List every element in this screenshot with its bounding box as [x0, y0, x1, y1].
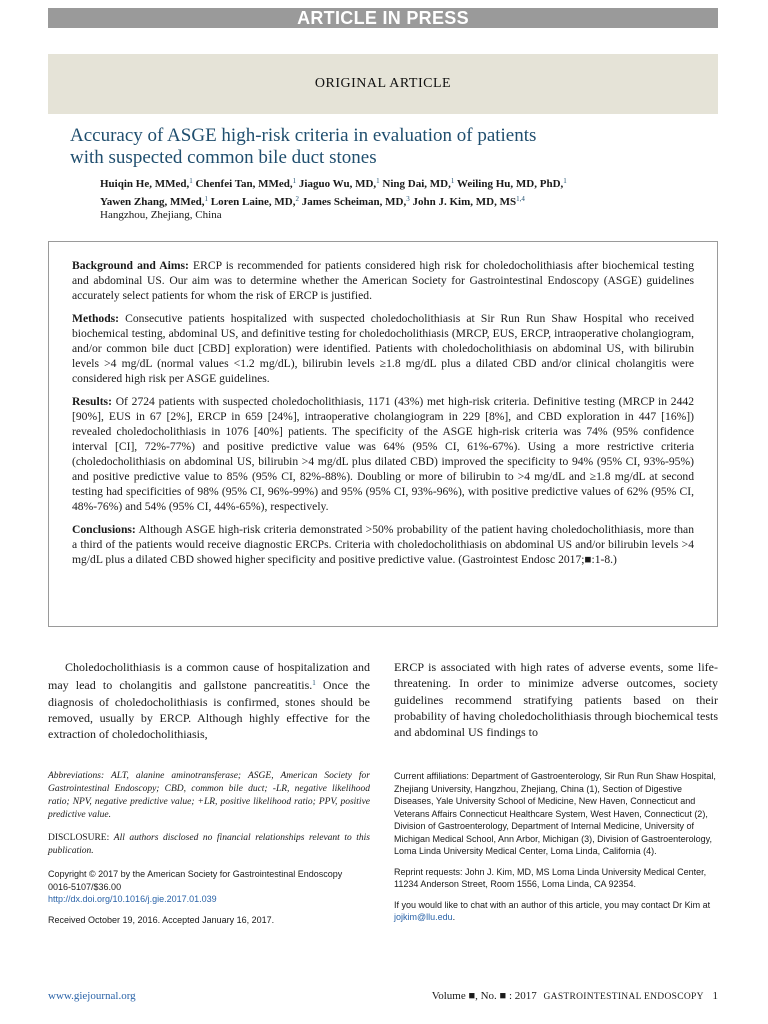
- doi-link[interactable]: http://dx.doi.org/10.1016/j.gie.2017.01.039: [48, 894, 217, 904]
- footnotes-left: [48, 770, 370, 926]
- author: Chenfei Tan, MMed,$^1$: [195, 177, 297, 190]
- author: Huiqin He, MMed,$^1$: [100, 177, 193, 190]
- title-line-1: Accuracy of ASGE high-risk criteria in evaluation of patients: [70, 125, 537, 146]
- author: Weiling Hu, MD, PhD,$^1$: [456, 177, 567, 190]
- results-label: Results:: [72, 395, 112, 408]
- author-list: [100, 174, 680, 210]
- journal-name: GASTROINTESTINAL ENDOSCOPY: [543, 992, 704, 1002]
- affiliations-note: Current affiliations: Department of Gastroenterology, Sir Run Run Shaw Hospital, Zhejiang University, Hangzhou, Zhejiang, China (1), Section of Digestive Diseases, Yale University School of Medicine, New Haven, Connecticut and Veterans Affairs Connecticut Healthcare System, West Haven, Connecticut (2), Division of Gastroenterology, Department of Internal Medicine, University of Michigan Medical School, Ann Arbor, Michigan (3), Division of Gastroenterology, Loma Linda University Medical Center, Loma Linda, California (4).: [394, 771, 716, 856]
- author-email-link[interactable]: jojkim@llu.edu: [394, 912, 453, 922]
- abstract-background: [72, 258, 694, 303]
- results-text: Of 2724 patients with suspected choledocholithiasis, 1171 (43%) met high-risk criteria. Definitive testing (MRCP in 2442 [90%], EUS in 67 [2%], ERCP in 659 [24%], intraoperative cholangiogram in 229 [8%], and CBD exploration in 447 [16%]) revealed choledocholithiasis in 1076 [40%] patients. The specificity of the ASGE high-risk criteria was 74% (95% confidence interval [CI], 72%-77%) and positive predictive value was 64% (95% CI, 61%-67%). Using a more restrictive criteria (choledocholithiasis on abdominal US, bilirubin >4 mg/dL plus dilated CBD) improved the specificity to 94% (95% CI, 93%-95%) and positive predictive value to 85% (95% CI, 82%-88%). Doubling or more of bilirubin to >4 mg/dL and ≥1.8 mg/dL at second testing had specificities of 98% (95% CI, 96%-99%) and 95% (95% CI, 93%-96%), with positive predictive values of 62% (95% CI, 48%-76%) and 54% (95% CI, 44%-65%), respectively.: [72, 395, 694, 513]
- author-location: Hangzhou, Zhejiang, China: [100, 209, 222, 221]
- disclosure-note: DISCLOSURE: All authors disclosed no financial relationships relevant to this publication.: [48, 833, 370, 856]
- journal-website-link[interactable]: www.giejournal.org: [48, 990, 136, 1002]
- contact-note: If you would like to chat with an author of this article, you may contact Dr Kim at jojkim@llu.edu.: [394, 899, 711, 922]
- conclusions-text: Although ASGE high-risk criteria demonstrated >50% probability of the patient having choledocholithiasis, more than a third of the patients would receive diagnostic ERCPs. Criteria with choledocholithiasis on abdominal US and/or bilirubin levels >4 mg/dL plus a dilated CBD showed higher specificity and positive predictive value. (Gastrointest Endosc 2017;■:1-8.): [72, 523, 694, 566]
- author: Jiaguo Wu, MD,$^1$: [298, 177, 380, 190]
- article-title: [70, 125, 670, 169]
- copyright-note: Copyright © 2017 by the American Society for Gastrointestinal Endoscopy 0016-5107/$36.00 http://dx.doi.org/10.1016/j.gie.2017.01.039: [48, 868, 370, 906]
- conclusions-label: Conclusions:: [72, 523, 136, 536]
- author: Ning Dai, MD,$^1$: [382, 177, 455, 190]
- background-text: ERCP is recommended for patients considered high risk for choledocholithiasis after biochemical testing and abdominal US. Our aim was to determine whether the American Society for Gastrointestinal Endoscopy (ASGE) guidelines accurately select patients for whom the risk of ERCP is justified.: [72, 259, 694, 302]
- abstract-box: [48, 241, 718, 627]
- title-line-2: with suspected common bile duct stones: [70, 147, 377, 168]
- background-label: Background and Aims:: [72, 259, 189, 272]
- author: John J. Kim, MD, MS$^{1,4}$: [412, 195, 525, 208]
- section-label: ORIGINAL ARTICLE: [48, 54, 718, 114]
- received-date: Received October 19, 2016. Accepted January 16, 2017.: [48, 914, 275, 925]
- page-footer: [380, 990, 718, 1002]
- methods-text: Consecutive patients hospitalized with suspected choledocholithiasis at Sir Run Run Shaw Hospital who received biochemical testing, abdominal US, and definitive testing for choledocholithiasis (MRCP, EUS, ERCP, intraoperative cholangiogram, and/or common bile duct [CBD] exploration) were identified. Patients with choledocholithiasis on abdominal US, with bilirubin levels >4 mg/dL (normal values <1.2 mg/dL), bilirubin levels ≥1.8 mg/dL plus a dilated CBD and/or clinical cholangitis were considered high risk per ASGE guidelines.: [72, 312, 694, 385]
- author: Loren Laine, MD,$^2$: [210, 195, 300, 208]
- reprint-note: Reprint requests: John J. Kim, MD, MS Loma Linda University Medical Center, 11234 Anderson Street, Room 1556, Loma Linda, CA 92354.: [394, 866, 707, 889]
- author: Yawen Zhang, MMed,$^1$: [100, 195, 209, 208]
- abbreviations-note: Abbreviations: ALT, alanine aminotransferase; ASGE, American Society for Gastrointestinal Endoscopy; CBD, common bile duct; -LR, negative likelihood ratio; NPV, negative predictive value; +LR, positive likelihood ratio; PPV, positive predictive value.: [48, 771, 370, 820]
- author: James Scheiman, MD,$^3$: [301, 195, 410, 208]
- body-text-left: Choledocholithiasis is a common cause of hospitalization and may lead to cholangitis and gallstone pancreatitis.$^1$ Once the diagnosis of choledocholithiasis is confirmed, stones should be removed, usually by ERCP. Although highly effective for the extraction of choledocholithiasis,: [48, 660, 370, 742]
- methods-label: Methods:: [72, 312, 120, 325]
- body-text-right: ERCP is associated with high rates of adverse events, some life-threatening. In order to minimize adverse outcomes, society guidelines recommend stratifying patients based on their probability of having choledocholithiasis through biochemical tests and abdominal US findings to: [394, 660, 718, 740]
- reference-link[interactable]: 1: [312, 679, 316, 688]
- article-in-press-banner: ARTICLE IN PRESS: [48, 8, 718, 28]
- abstract-conclusions: [72, 522, 694, 567]
- abstract-methods: [72, 311, 694, 386]
- page-number: 1: [712, 990, 718, 1002]
- footnotes-right: [394, 770, 718, 932]
- volume-info: Volume ■, No. ■ : 2017: [431, 990, 537, 1002]
- abstract-results: [72, 394, 694, 514]
